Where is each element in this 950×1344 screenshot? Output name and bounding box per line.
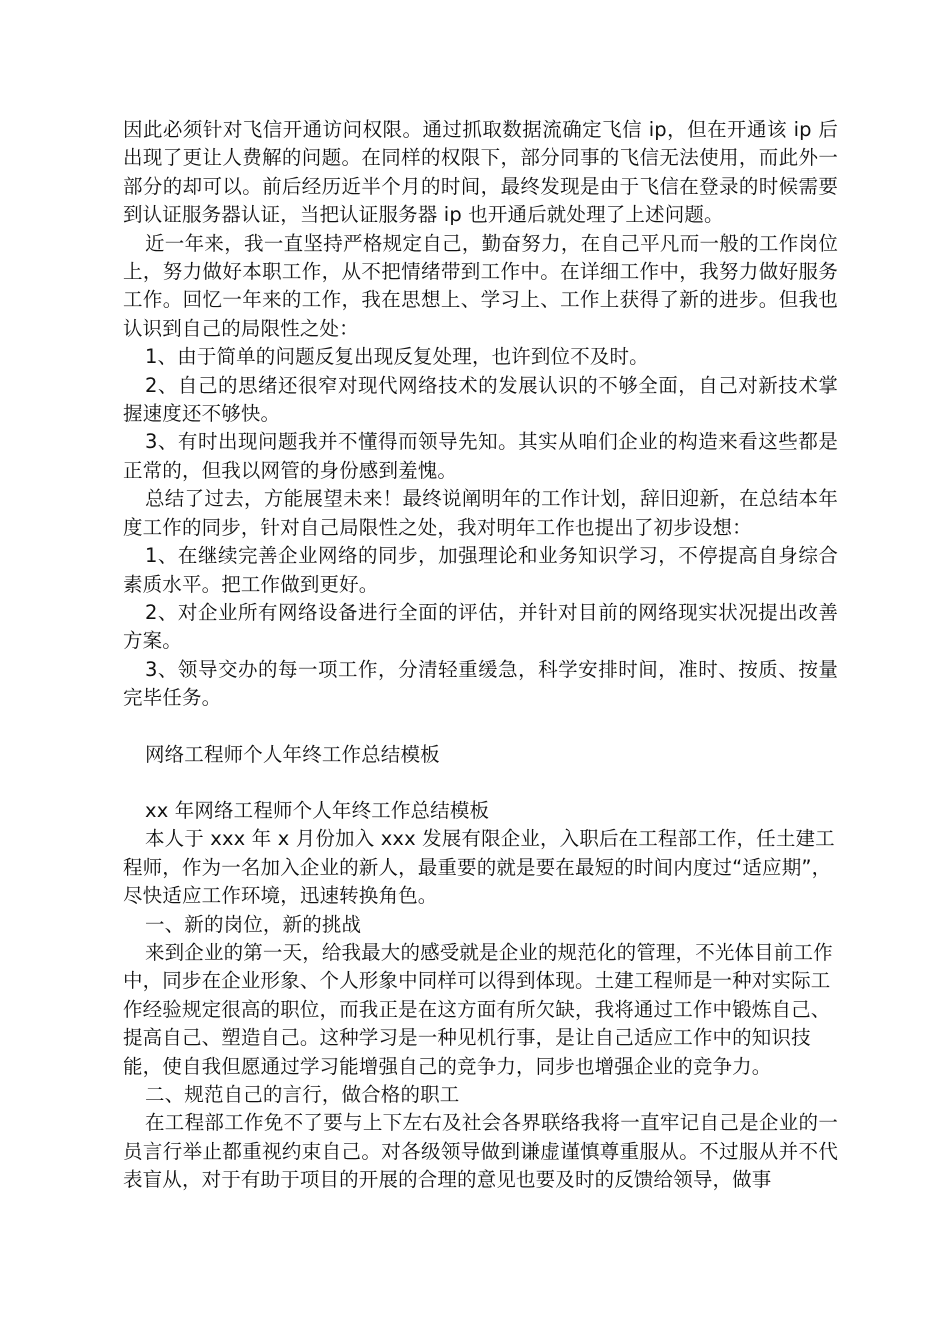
paragraph-feixin-issue: 因此必须针对飞信开通访问权限。通过抓取数据流确定飞信 ip，但在开通该 ip 后出现了更让人费解的问题。在同样的权限下，部分同事的飞信无法使用，而此外一部分的却可以。前后经历近半个月的时间，最终发现是由于飞信在登录的时候需要到认证服务器认证，当把认证服务器 ip 也开通后就处理了上述问题。 — [123, 118, 838, 227]
section-subtitle: xx 年网络工程师个人年终工作总结模板 — [145, 798, 490, 822]
list-item-limitation-2: 2、自己的思绪还很窄对现代网络技术的发展认识的不够全面，自己对新技术掌握速度还不够快。 — [123, 373, 838, 426]
paragraph-year-review: 近一年来，我一直坚持严格规定自己，勤奋努力，在自己平凡而一般的工作岗位上，努力做好本职工作，从不把情绪带到工作中。在详细工作中，我努力做好服务工作。回忆一年来的工作，我在思想上、学习上、工作上获得了新的进步。但我也认识到自己的局限性之处： — [123, 231, 838, 340]
list-item-plan-2: 2、对企业所有网络设备进行全面的评估，并针对目前的网络现实状况提出改善方案。 — [123, 600, 838, 653]
list-item-plan-3: 3、领导交办的每一项工作，分清轻重缓急，科学安排时间，准时、按质、按量完毕任务。 — [123, 657, 838, 710]
heading-conduct: 二、规范自己的言行，做合格的职工 — [145, 1083, 460, 1106]
heading-new-post: 一、新的岗位，新的挑战 — [145, 912, 362, 936]
document-body — [123, 116, 838, 1195]
paragraph-intro: 本人于 xxx 年 x 月份加入 xxx 发展有限企业，入职后在工程部工作，任土建工程师，作为一名加入企业的新人，最重要的就是要在最短的时间内度过“适应期”，尽快适应工作环境，迅速转换角色。 — [123, 827, 835, 908]
paragraph-conduct: 在工程部工作免不了要与上下左右及社会各界联络我将一直牢记自己是企业的一员言行举止都重视约束自己。对各级领导做到谦虚谨慎尊重服从。不过服从并不代表盲从，对于有助于项目的开展的合理的意见也要及时的反馈给领导，做事 — [123, 1111, 838, 1192]
paragraph-new-post: 来到企业的第一天，给我最大的感受就是企业的规范化的管理，不光体目前工作中，同步在企业形象、个人形象中同样可以得到体现。土建工程师是一种对实际工作经验规定很高的职位，而我正是在这方面有所欠缺，我将通过工作中锻炼自己、提高自己、塑造自己。这种学习是一种见机行事，是让自己适应工作中的知识技能，使自我但愿通过学习能增强自己的竞争力，同步也增强企业的竞争力。 — [123, 940, 833, 1078]
list-item-limitation-3: 3、有时出现问题我并不懂得而领导先知。其实从咱们企业的构造来看这些都是正常的，但我以网管的身份感到羞愧。 — [123, 430, 838, 482]
list-item-plan-1: 1、在继续完善企业网络的同步，加强理论和业务知识学习，不停提高自身综合素质水平。把工作做到更好。 — [123, 544, 838, 596]
list-item-limitation-1: 1、由于简单的问题反复出现反复处理，也许到位不及时。 — [145, 345, 649, 369]
spacer — [123, 769, 838, 797]
section-title: 网络工程师个人年终工作总结模板 — [145, 742, 440, 766]
spacer — [123, 713, 838, 741]
paragraph-future-plan: 总结了过去，方能展望未来！最终说阐明年的工作计划，辞旧迎新，在总结本年度工作的同步，针对自己局限性之处，我对明年工作也提出了初步设想： — [123, 487, 838, 539]
